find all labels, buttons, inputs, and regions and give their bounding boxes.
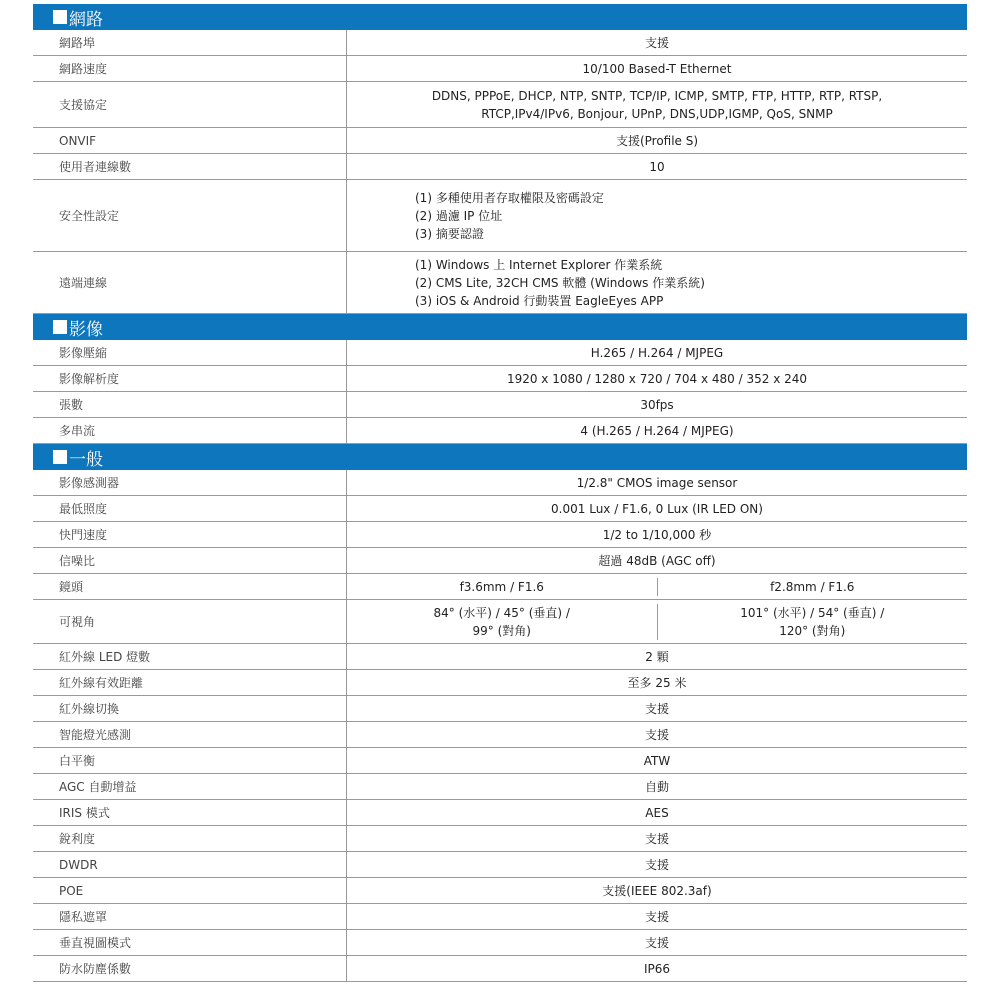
spec-value bbox=[347, 904, 967, 929]
spec-value-cell bbox=[658, 604, 968, 640]
value-line: 超過 48dB (AGC off) bbox=[598, 553, 716, 568]
spec-row bbox=[33, 748, 967, 774]
spec-value bbox=[347, 340, 967, 365]
spec-value-cell bbox=[347, 604, 658, 640]
spec-row bbox=[33, 800, 967, 826]
spec-value bbox=[347, 496, 967, 521]
spec-label: 支援協定 bbox=[33, 82, 347, 127]
spec-value bbox=[347, 774, 967, 799]
value-line: 30fps bbox=[640, 397, 674, 412]
value-lines bbox=[645, 34, 669, 52]
spec-value bbox=[347, 418, 967, 443]
value-line: 支援 bbox=[644, 909, 669, 924]
value-line: 0.001 Lux / F1.6, 0 Lux (IR LED ON) bbox=[551, 501, 763, 516]
value-lines bbox=[551, 500, 763, 518]
value-line: 支援 bbox=[644, 727, 669, 742]
value-line: 支援 bbox=[644, 35, 669, 50]
value-lines bbox=[460, 578, 544, 596]
value-line: 自動 bbox=[644, 779, 669, 794]
spec-label: 紅外線切換 bbox=[33, 696, 347, 721]
spec-value bbox=[347, 252, 967, 313]
value-lines bbox=[580, 422, 733, 440]
spec-value bbox=[347, 548, 967, 573]
spec-label: 紅外線 LED 燈數 bbox=[33, 644, 347, 669]
spec-row bbox=[33, 956, 967, 982]
spec-row bbox=[33, 826, 967, 852]
value-line: 84° (水平) / 45° (垂直) / bbox=[433, 605, 570, 620]
value-line: 101° (水平) / 54° (垂直) / bbox=[740, 605, 885, 620]
value-lines bbox=[645, 804, 668, 822]
spec-row bbox=[33, 904, 967, 930]
spec-row bbox=[33, 496, 967, 522]
spec-label: 最低照度 bbox=[33, 496, 347, 521]
section-header bbox=[33, 4, 967, 30]
spec-label: 紅外線有效距離 bbox=[33, 670, 347, 695]
spec-label: 網路埠 bbox=[33, 30, 347, 55]
spec-value bbox=[347, 852, 967, 877]
spec-label: 防水防塵係數 bbox=[33, 956, 347, 981]
value-lines bbox=[770, 578, 854, 596]
spec-value bbox=[347, 930, 967, 955]
value-lines bbox=[645, 908, 669, 926]
value-line: 至多 25 米 bbox=[627, 675, 687, 690]
spec-row bbox=[33, 548, 967, 574]
value-lines bbox=[616, 132, 698, 150]
value-line: 支援 bbox=[644, 857, 669, 872]
spec-row bbox=[33, 128, 967, 154]
spec-label: 使用者連線數 bbox=[33, 154, 347, 179]
section-title: 影像 bbox=[69, 319, 103, 340]
section-header bbox=[33, 314, 967, 340]
value-line: 10/100 Based-T Ethernet bbox=[582, 61, 732, 76]
section-header bbox=[33, 444, 967, 470]
spec-label: 安全性設定 bbox=[33, 180, 347, 251]
spec-label: 影像感測器 bbox=[33, 470, 347, 495]
spec-label: 鏡頭 bbox=[33, 574, 347, 599]
square-bullet-icon bbox=[53, 450, 67, 464]
value-lines bbox=[507, 370, 807, 388]
value-line: 支援 bbox=[644, 935, 669, 950]
spec-row bbox=[33, 852, 967, 878]
spec-row bbox=[33, 366, 967, 392]
value-line: ATW bbox=[643, 753, 671, 768]
value-line: AES bbox=[645, 805, 669, 820]
spec-value bbox=[347, 644, 967, 669]
spec-label: DWDR bbox=[33, 852, 347, 877]
section-title: 網路 bbox=[69, 9, 103, 30]
value-line: (1) Windows 上 Internet Explorer 作業系統 bbox=[415, 257, 663, 272]
spec-label: IRIS 模式 bbox=[33, 800, 347, 825]
spec-value bbox=[347, 522, 967, 547]
spec-label: AGC 自動增益 bbox=[33, 774, 347, 799]
spec-label: 銳利度 bbox=[33, 826, 347, 851]
spec-label: 隱私遮罩 bbox=[33, 904, 347, 929]
spec-label: 智能燈光感測 bbox=[33, 722, 347, 747]
spec-row bbox=[33, 722, 967, 748]
spec-row bbox=[33, 670, 967, 696]
value-line: 10 bbox=[649, 159, 665, 174]
value-line: f2.8mm / F1.6 bbox=[770, 579, 855, 594]
value-lines bbox=[640, 396, 673, 414]
value-line: 1920 x 1080 / 1280 x 720 / 704 x 480 / 352 x 240 bbox=[506, 371, 808, 386]
spec-value bbox=[347, 82, 967, 127]
spec-value bbox=[347, 956, 967, 981]
spec-row bbox=[33, 574, 967, 600]
spec-value bbox=[347, 670, 967, 695]
spec-row bbox=[33, 418, 967, 444]
value-lines bbox=[644, 752, 670, 770]
spec-row bbox=[33, 56, 967, 82]
value-line: (1) 多種使用者存取權限及密碼設定 bbox=[415, 190, 604, 205]
spec-value bbox=[347, 748, 967, 773]
square-bullet-icon bbox=[53, 10, 67, 24]
spec-value bbox=[347, 366, 967, 391]
value-lines bbox=[645, 726, 669, 744]
value-line: 1/2 to 1/10,000 秒 bbox=[602, 527, 712, 542]
value-line: 2 顆 bbox=[645, 649, 669, 664]
spec-label: 垂直視圖模式 bbox=[33, 930, 347, 955]
spec-label: 網路速度 bbox=[33, 56, 347, 81]
spec-label: 快門速度 bbox=[33, 522, 347, 547]
value-line: f3.6mm / F1.6 bbox=[459, 579, 544, 594]
value-lines bbox=[645, 830, 669, 848]
value-lines bbox=[415, 189, 604, 243]
value-line: H.265 / H.264 / MJPEG bbox=[590, 345, 724, 360]
value-line: (2) CMS Lite, 32CH CMS 軟體 (Windows 作業系統) bbox=[415, 275, 705, 290]
value-line: 1/2.8" CMOS image sensor bbox=[576, 475, 738, 490]
value-lines bbox=[645, 700, 669, 718]
spec-value bbox=[347, 470, 967, 495]
spec-value bbox=[347, 696, 967, 721]
spec-label: 信噪比 bbox=[33, 548, 347, 573]
section-title: 一般 bbox=[69, 449, 103, 470]
spec-row bbox=[33, 878, 967, 904]
value-lines bbox=[602, 882, 711, 900]
spec-label: 影像解析度 bbox=[33, 366, 347, 391]
value-lines bbox=[415, 256, 705, 310]
value-lines bbox=[645, 778, 669, 796]
spec-label: 遠端連線 bbox=[33, 252, 347, 313]
spec-value bbox=[347, 826, 967, 851]
spec-label: POE bbox=[33, 878, 347, 903]
value-line: 4 (H.265 / H.264 / MJPEG) bbox=[580, 423, 734, 438]
spec-label: 多串流 bbox=[33, 418, 347, 443]
value-lines bbox=[645, 934, 669, 952]
spec-value-cell bbox=[347, 578, 658, 596]
value-line: 支援(IEEE 802.3af) bbox=[602, 883, 712, 898]
spec-value-cell bbox=[658, 578, 968, 596]
spec-label: 張數 bbox=[33, 392, 347, 417]
spec-value bbox=[347, 56, 967, 81]
spec-row bbox=[33, 644, 967, 670]
spec-row bbox=[33, 82, 967, 128]
spec-row bbox=[33, 30, 967, 56]
value-line: RTCP,IPv4/IPv6, Bonjour, UPnP, DNS,UDP,IGMP, QoS, SNMP bbox=[481, 106, 833, 121]
spec-label: ONVIF bbox=[33, 128, 347, 153]
spec-row bbox=[33, 600, 967, 644]
value-lines bbox=[434, 604, 570, 640]
spec-row bbox=[33, 180, 967, 252]
value-lines bbox=[740, 604, 884, 640]
square-bullet-icon bbox=[53, 320, 67, 334]
spec-label: 影像壓縮 bbox=[33, 340, 347, 365]
value-line: DDNS, PPPoE, DHCP, NTP, SNTP, TCP/IP, ICMP, SMTP, FTP, HTTP, RTP, RTSP, bbox=[431, 88, 883, 103]
spec-value bbox=[347, 878, 967, 903]
spec-value bbox=[347, 800, 967, 825]
value-line: (3) iOS & Android 行動裝置 EagleEyes APP bbox=[415, 293, 664, 308]
value-lines bbox=[432, 87, 882, 123]
spec-table bbox=[33, 4, 967, 982]
value-lines bbox=[598, 552, 715, 570]
spec-value bbox=[347, 722, 967, 747]
spec-label: 可視角 bbox=[33, 600, 347, 643]
spec-row bbox=[33, 522, 967, 548]
value-line: 支援(Profile S) bbox=[615, 133, 699, 148]
spec-row bbox=[33, 470, 967, 496]
value-line: (2) 過濾 IP 位址 bbox=[415, 208, 503, 223]
value-lines bbox=[583, 60, 732, 78]
value-line: IP66 bbox=[643, 961, 671, 976]
spec-row bbox=[33, 154, 967, 180]
spec-row bbox=[33, 774, 967, 800]
spec-value bbox=[347, 392, 967, 417]
value-line: 120° (對角) bbox=[779, 623, 846, 638]
spec-value bbox=[347, 600, 967, 643]
spec-value bbox=[347, 128, 967, 153]
value-lines bbox=[628, 674, 687, 692]
spec-value bbox=[347, 180, 967, 251]
value-line: 99° (對角) bbox=[472, 623, 531, 638]
spec-label: 白平衡 bbox=[33, 748, 347, 773]
value-lines bbox=[577, 474, 738, 492]
value-line: 支援 bbox=[644, 831, 669, 846]
value-line: 支援 bbox=[644, 701, 669, 716]
value-lines bbox=[649, 158, 664, 176]
spec-row bbox=[33, 340, 967, 366]
spec-value bbox=[347, 574, 967, 599]
spec-row bbox=[33, 252, 967, 314]
value-lines bbox=[645, 648, 668, 666]
value-line: (3) 摘要認證 bbox=[415, 226, 484, 241]
spec-row bbox=[33, 696, 967, 722]
spec-row bbox=[33, 392, 967, 418]
value-lines bbox=[644, 960, 670, 978]
spec-value bbox=[347, 154, 967, 179]
value-lines bbox=[645, 856, 669, 874]
spec-value bbox=[347, 30, 967, 55]
value-lines bbox=[591, 344, 723, 362]
value-lines bbox=[603, 526, 711, 544]
spec-row bbox=[33, 930, 967, 956]
